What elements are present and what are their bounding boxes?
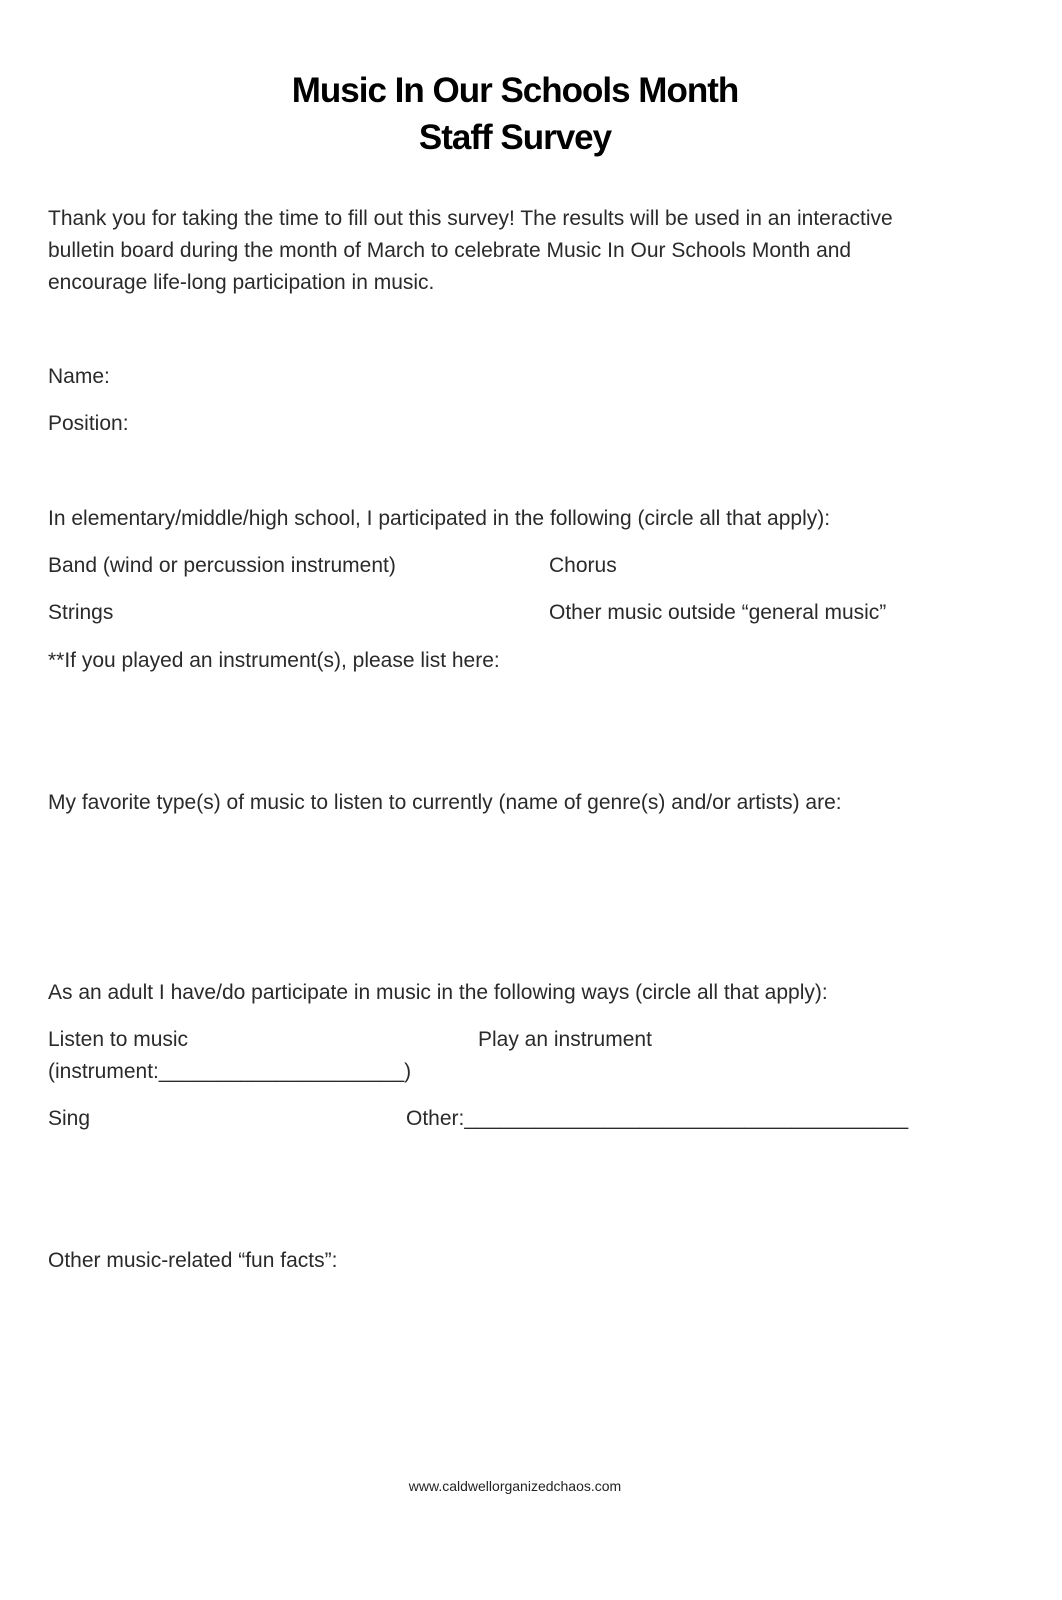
option-band[interactable]: Band (wind or percussion instrument)	[48, 554, 396, 577]
option-chorus[interactable]: Chorus	[549, 554, 617, 577]
option-other-music[interactable]: Other music outside “general music”	[549, 601, 887, 624]
name-label: Name:	[48, 365, 110, 388]
page-subtitle: Staff Survey	[418, 118, 612, 157]
option-listen[interactable]: Listen to music	[48, 1028, 189, 1051]
intro-paragraph	[48, 203, 948, 299]
intro-line: Thank you for taking the time to fill out this survey! The results will be used in an interactive	[48, 207, 893, 230]
fun-facts-prompt: Other music-related “fun facts”:	[48, 1249, 338, 1272]
option-play-instrument[interactable]: Play an instrument	[478, 1028, 652, 1051]
favorite-music-prompt: My favorite type(s) of music to listen to currently (name of genre(s) and/or artists) are:	[48, 791, 842, 814]
page-title: Music In Our Schools Month	[291, 71, 739, 110]
instrument-blank[interactable]: (instrument:_____________________)	[48, 1060, 412, 1083]
instrument-list-prompt: **If you played an instrument(s), please list here:	[48, 649, 500, 672]
option-sing[interactable]: Sing	[48, 1107, 91, 1130]
adult-participation-prompt: As an adult I have/do participate in music in the following ways (circle all that apply):	[48, 981, 828, 1004]
intro-line: bulletin board during the month of March to celebrate Music In Our Schools Month and	[48, 239, 852, 262]
position-label: Position:	[48, 412, 129, 435]
option-other-adult[interactable]: Other:______________________________________	[406, 1107, 909, 1130]
school-participation-prompt: In elementary/middle/high school, I participated in the following (circle all that apply):	[48, 507, 831, 530]
footer-url: www.caldwellorganizedchaos.com	[408, 1478, 622, 1494]
intro-line: encourage life-long participation in music.	[48, 271, 435, 294]
option-strings[interactable]: Strings	[48, 601, 114, 624]
